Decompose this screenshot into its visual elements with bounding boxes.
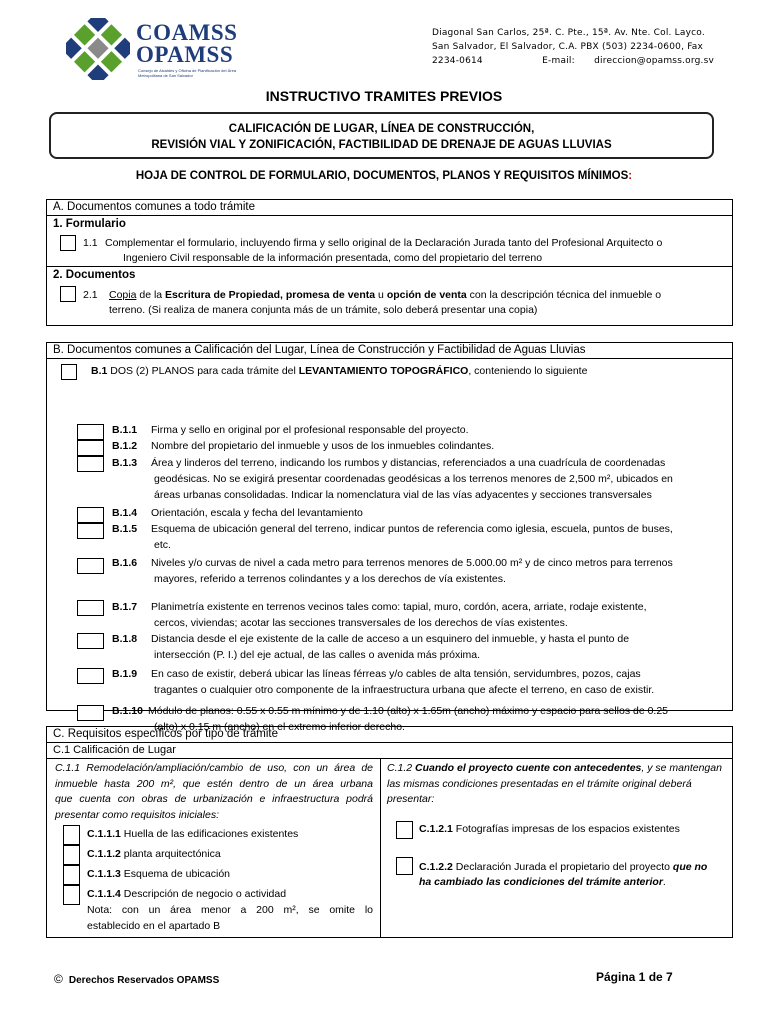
checkbox-b-1-5[interactable] [77,523,104,539]
page-number: Página 1 de 7 [596,970,673,984]
item-1-1 [47,232,732,266]
item-c122 [419,860,707,890]
section-a-heading: A. Documentos comunes a todo trámite [47,200,732,216]
c122-end: . [662,876,666,888]
checkbox-c-1-1-4[interactable] [63,885,80,905]
control-title-colon: : [628,170,633,182]
section-c [46,726,733,938]
checkbox-2-1[interactable] [60,286,76,302]
copyright-icon: © [54,972,63,986]
section-c-heading: C. Requisitos específicos por tipo de trámite [47,727,732,743]
item-b-1-9-number: B.1.9 [112,668,138,680]
checkbox-b-1-8[interactable] [77,633,104,649]
item-b-1-8-line-1: Distancia desde el eje existente de la calle de acceso a un esquinero del inmueble, y hasta el punto de [151,633,630,645]
checkbox-b-1-1[interactable] [77,424,104,440]
checkbox-b-1-6[interactable] [77,558,104,574]
item-b-1-8-number: B.1.8 [112,633,138,645]
c11-intro-line-3: que cuenta con obras de urbanización e infraestructura podrá [55,793,373,805]
checkbox-b-1-7[interactable] [77,600,104,616]
item-b-1-4-number: B.1.4 [112,507,138,519]
section-b-heading: B. Documentos comunes a Calificación del Lugar, Línea de Construcción y Factibilidad de Aguas Lluvias [47,343,732,359]
logo-title-opamss: OPAMSS [136,42,234,67]
c122-line-2: ha cambiado las condiciones del trámite anterior [419,876,663,888]
item-b1-line [91,364,587,379]
coamss-logo-icon [66,18,130,80]
formulario-heading: 1. Formulario [53,218,126,230]
page-title: INSTRUCTIVO TRAMITES PREVIOS [265,88,503,104]
item-b-1-6-number: B.1.6 [112,557,138,569]
checkbox-b-1-10[interactable] [77,705,104,721]
item-c-1-1-2 [87,848,221,860]
section-b [46,342,733,733]
control-sheet-title [0,170,768,182]
item-b-1-5-line-1: Esquema de ubicación general del terreno, indicar puntos de referencia como iglesia, escuela, puntos de buses, [151,523,673,535]
item-b-1-5-line-2: etc. [154,539,171,551]
item-b1-text: DOS (2) PLANOS para cada trámite del [107,365,299,377]
item-c-1-1-3 [87,868,230,880]
c12-intro-line-1 [387,761,727,777]
c12-bold: Cuando el proyecto cuente con antecedentes [415,762,642,774]
item-c-1-1-3-number: C.1.1.3 [87,868,121,880]
footer-copyright [54,972,219,986]
subtitle-line-2: REVISIÓN VIAL Y ZONIFICACIÓN, FACTIBILIDAD DE DRENAJE DE AGUAS LLUVIAS [151,139,612,151]
control-title-text: HOJA DE CONTROL DE FORMULARIO, DOCUMENTOS, PLANOS Y REQUISITOS MÍNIMOS [135,170,629,182]
email-link[interactable]: direccion@opamss.org.sv [594,56,714,66]
checkbox-b-1-9[interactable] [77,668,104,684]
item-c-1-1-4-number: C.1.1.4 [87,888,121,900]
item-1-1-number: 1.1 [83,237,98,249]
checkbox-c-1-1-2[interactable] [63,845,80,865]
c122-number: C.1.2.2 [419,861,453,873]
c12-intro-line-3: presentar: [387,793,435,805]
item-b1-bold: LEVANTAMIENTO TOPOGRÁFICO [298,365,469,377]
c11-intro-line-2: inmueble hasta 200 m², que estén dentro de un área urbana [55,777,373,790]
subtitle-box [49,112,714,159]
checkbox-1-1[interactable] [60,235,76,251]
fax-number: 2234-0614 [432,56,483,66]
item-b-1-6-line-1: Niveles y/o curvas de nivel a cada metro para terrenos menores de 5.000.00 m² y de cinco metros para terrenos [151,557,673,569]
checkbox-c-1-1-1[interactable] [63,825,80,845]
c12-intro-line-2: las mismas condiciones presentadas en el trámite original deberá [387,777,692,790]
c1-column-divider [380,759,381,937]
item-c-1-1-1-number: C.1.1.1 [87,828,121,840]
section-b-items [47,387,732,733]
c12-intro [387,761,727,808]
c122-text: Declaración Jurada el propietario del proyecto [452,861,673,873]
checkbox-c-1-1-3[interactable] [63,865,80,885]
item-b-1-3-line-3: áreas urbanas consolidadas. Indicar la nomenclatura vial de las vías adyacentes y secciones transversales [154,489,652,501]
c11-intro [55,761,373,823]
item-b1-rest: , conteniendo lo siguiente [468,365,588,377]
item-b-1-6-line-2: mayores, referido a terrenos colindantes y a los derechos de vía existentes. [154,573,506,585]
item-2-1-opcion: opción de venta [386,289,467,301]
address-block [432,26,714,68]
c11-intro-line-4: presentar como requisitos iniciales: [55,808,219,821]
item-1-1-line-1: Complementar el formulario, incluyendo firma y sello original de la Declaración Jurada tanto del Profesional Arquitecto o [105,237,663,249]
item-2-1-escritura: Escritura de Propiedad, promesa de venta [165,289,376,301]
c12-number: C.1.2 [387,762,416,774]
address-line-1: Diagonal San Carlos, 25ª. C. Pte., 15ª. Av. Nte. Col. Layco. [432,28,705,38]
item-b1-number: B.1 [91,365,108,377]
item-b-1-9-line-2: tragantes o cualquier otro componente de la infraestructura urbana que afecte el terreno, en caso de existir. [154,684,655,696]
item-c-1-1-2-number: C.1.1.2 [87,848,121,860]
item-b-1-7-number: B.1.7 [112,601,138,613]
item-2-1-line-2: terreno. (Si realiza de manera conjunta más de un trámite, solo deberá presentar una copia) [109,304,538,316]
item-b-1-9-line-1: En caso de existir, deberá ubicar las líneas férreas y/o cables de alta tensión, servidumbres, pozos, cajas [151,668,641,680]
item-b-1-8-line-2: intersección (P. I.) del eje actual, de las calles o avenida más próxima. [154,649,481,661]
item-2-1 [47,283,732,321]
logo [66,18,246,80]
item-c-1-1-2-text: planta arquitectónica [120,848,221,860]
item-b-1-5-number: B.1.5 [112,523,138,535]
address-line-3 [432,54,714,68]
item-b-1-10-number: B.1.10 [112,705,143,717]
item-c121 [419,823,680,835]
c1-heading: C.1 Calificación de Lugar [47,743,732,759]
checkbox-b1[interactable] [61,364,77,380]
item-2-1-number: 2.1 [83,289,98,301]
c121-text: Fotografías impresas de los espacios existentes [452,823,680,835]
logo-subtitle: Consejo de Alcaldes y Oficina de Planificación del Área Metropolitana de San Salvador [138,68,237,78]
item-b-1-7-line-2: cercos, viviendas; acotar las secciones transversales de los derechos de vías existentes. [154,617,568,629]
item-2-1-rest: con la descripción técnica del inmueble o [466,289,662,301]
item-c-1-1-4 [87,888,286,900]
item-b-1-3-line-2: geodésicas. No se exigirá presentar coordenadas geodésicas a los terrenos menores de 2,500 m², ubicados en [154,473,673,485]
c11-note [87,902,373,934]
section-a [46,199,733,326]
item-c-1-1-1-text: Huella de las edificaciones existentes [120,828,299,840]
checkbox-c122[interactable] [396,857,413,875]
c122-bold: que no [672,861,708,873]
item-2-1-line-1 [109,288,661,303]
item-b-1-7-line-1: Planimetría existente en terrenos vecinos tales como: tapial, muro, cordón, acera, arriate, rodaje existente, [151,601,647,613]
item-b-1-1-line-1: Firma y sello en original por el profesional responsable del proyecto. [151,424,469,436]
item-2-1-u: u [375,289,387,301]
item-c-1-1-1 [87,828,298,840]
item-b-1-10-line-1: Módulo de planos: 0.55 x 0.55 m mínimo y de 1.10 (alto) x 1.65m (ancho) máximo y espacio para sellos de 0.25 [148,705,669,717]
c11-intro-line-1: C.1.1 Remodelación/ampliación/cambio de uso, con un área de [55,762,373,774]
item-b-1-2-number: B.1.2 [112,440,138,452]
item-b-1-4-line-1: Orientación, escala y fecha del levantamiento [151,507,363,519]
c12-rest: , y se mantengan [641,762,722,774]
checkbox-b-1-3[interactable] [77,456,104,472]
item-b-1-3-number: B.1.3 [112,457,138,469]
item-b-1-2-line-1: Nombre del propietario del inmueble y usos de los inmuebles colindantes. [151,440,495,452]
address-line-2: San Salvador, El Salvador, C.A. PBX (503) 2234-0600, Fax [432,42,703,52]
email-label: E-mail: [542,56,575,66]
c1-body [47,759,732,937]
c11-note-line-2: establecido en el apartado B [87,920,221,932]
c121-number: C.1.2.1 [419,823,453,835]
c11-items [47,825,380,905]
item-b-1-1-number: B.1.1 [112,424,138,436]
checkbox-c121[interactable] [396,821,413,839]
documentos-heading: 2. Documentos [53,269,136,281]
c11-note-line-1: Nota: con un área menor a 200 m², se omite lo [87,904,373,916]
item-b-1-3-line-1: Área y linderos del terreno, indicando los rumbos y distancias, referenciados a una cuadrícula de coordenadas [151,457,666,469]
item-c-1-1-3-text: Esquema de ubicación [120,868,231,880]
item-b-1-10-line-2: (alto) x 0.15 m (ancho) en el extremo inferior derecho. [154,721,405,733]
copyright-text: Derechos Reservados OPAMSS [68,975,220,986]
item-b1 [47,359,732,387]
logo-title-coamss: COAMSS [136,20,238,45]
item-c-1-1-4-text: Descripción de negocio o actividad [120,888,287,900]
item-2-1-de: de la [136,289,166,301]
checkbox-b-1-4[interactable] [77,507,104,523]
item-1-1-line-2: Ingeniero Civil responsable de la información presentada, como del propietario del terreno [123,252,543,264]
item-2-1-copia: Copia [109,289,137,301]
subtitle-line-1: CALIFICACIÓN DE LUGAR, LÍNEA DE CONSTRUCCIÓN, [228,123,535,135]
checkbox-b-1-2[interactable] [77,440,104,456]
